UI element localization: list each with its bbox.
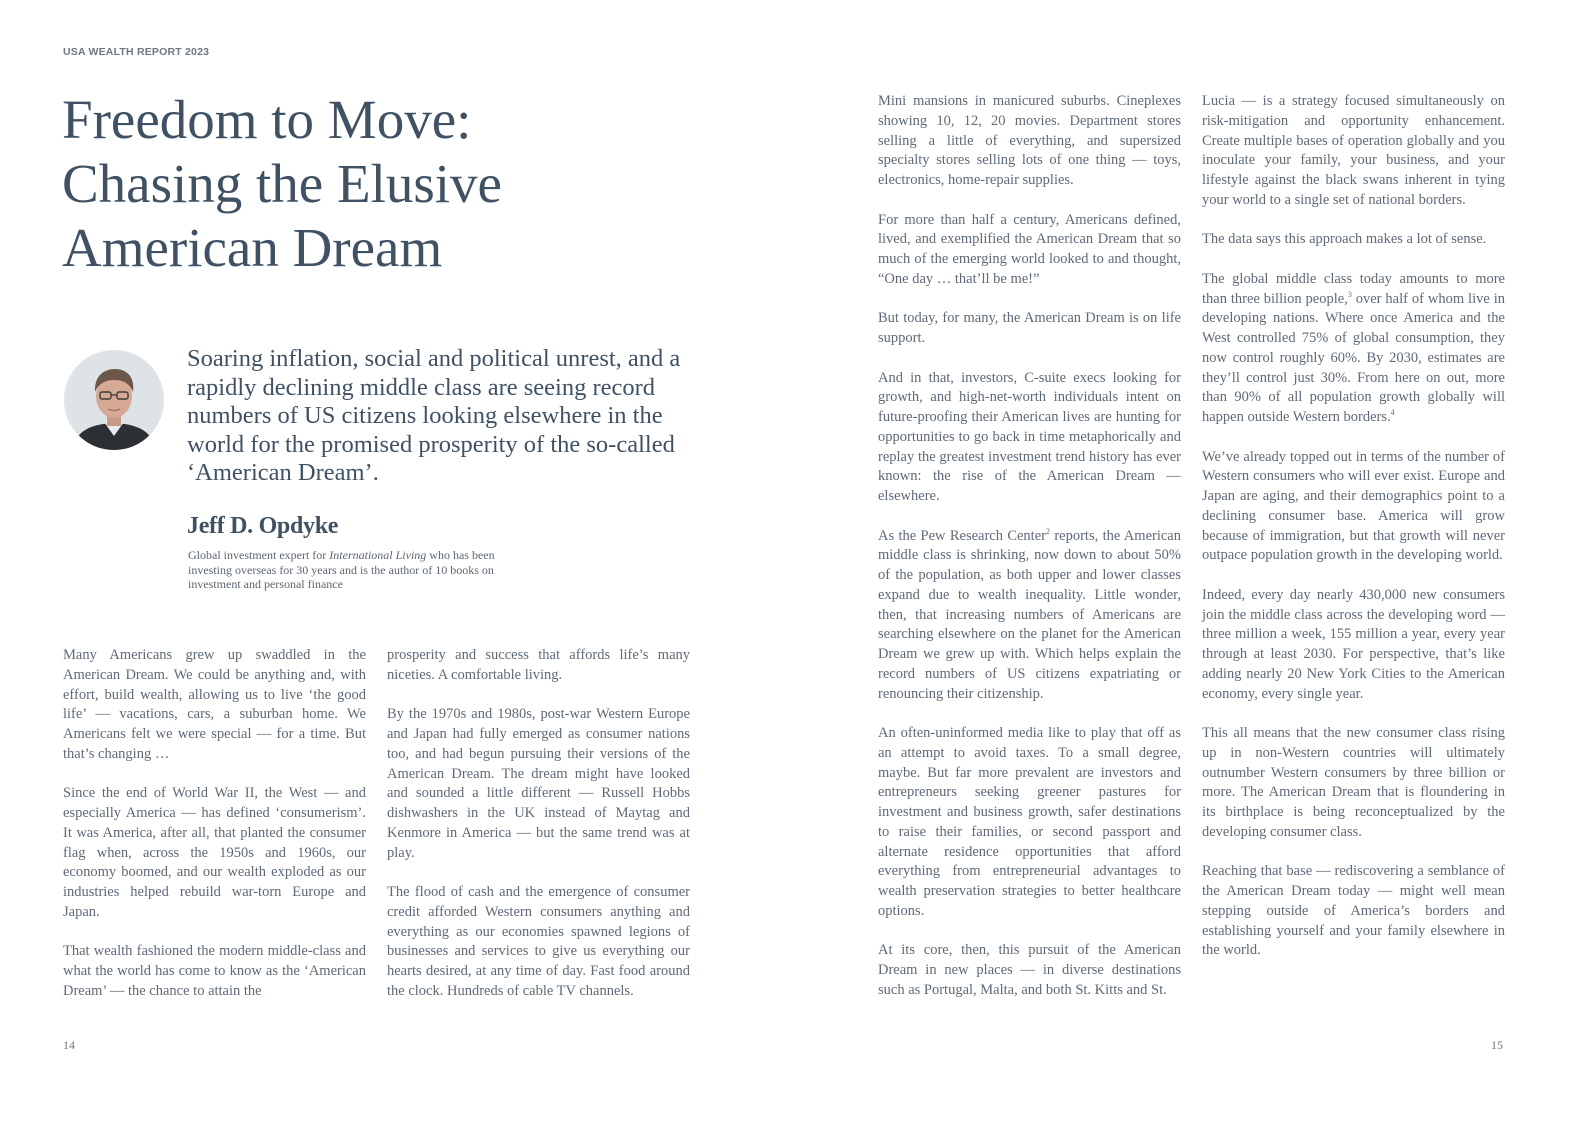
- author-bio: [188, 548, 513, 592]
- author-bio-text: Global investment expert for: [188, 548, 330, 562]
- footnote-ref: 3: [1347, 289, 1352, 299]
- title-line: Chasing the Elusive: [62, 153, 502, 214]
- body-paragraph: The flood of cash and the emergence of consumer credit afforded Western consumers anything and everything as our economies spawned legions of businesses and services to give us everything our hearts desired, at any time of day. Fast food around the clock. Hundreds of cable TV channels.: [387, 884, 690, 999]
- body-paragraph: This all means that the new consumer class rising up in non-Western countries will ultimately outnumber Western consumers by three billion or more. The American Dream that is floundering in its birthplace is being reconceptualized by the developing consumer class.: [1202, 725, 1505, 840]
- author-avatar: [64, 350, 164, 450]
- paragraph-text: The global middle class today amounts to more than three billion people,: [1202, 270, 1505, 307]
- body-paragraph: prosperity and success that affords life’s many niceties. A comfortable living.: [387, 647, 690, 683]
- footnote-ref: 4: [1390, 408, 1395, 418]
- body-paragraph: Since the end of World War II, the West — and especially America — has defined ‘consumerism’. It was America, after all, that planted the consumer flag when, across the 1950s and 1960s, our economy boomed, and our wealth exploded as our industries helped rebuild war-torn Europe and Japan.: [63, 785, 366, 920]
- body-paragraph: An often-uninformed media like to play that off as an attempt to avoid taxes. To a small degree, maybe. But far more prevalent are investors and entrepreneurs seeking greener pastures for investment and business growth, safer destinations to raise their families, or second passport and alternate residence opportunities that afford everything from entrepreneurial advantages to wealth preservation strategies to better healthcare options.: [878, 725, 1181, 919]
- body-paragraph: By the 1970s and 1980s, post-war Western Europe and Japan had fully emerged as consumer nations too, and had begun pursuing their versions of the American Dream. The dream might have looked and sounded a little different — Russell Hobbs dishwashers in the UK instead of Maytag and Kenmore in America — but the same trend was at play.: [387, 706, 690, 861]
- title-line: Freedom to Move:: [62, 89, 472, 150]
- body-paragraph: For more than half a century, Americans defined, lived, and exemplified the American Dream that so much of the emerging world looked to and thought, “One day … that’ll be me!”: [878, 211, 1181, 287]
- body-paragraph: That wealth fashioned the modern middle-class and what the world has come to know as the ‘American Dream’ — the chance to attain the: [63, 943, 366, 999]
- body-column-1: [63, 646, 366, 1002]
- paragraph-text: over half of whom live in developing nations. Where once America and the West controlled 75% of global consumption, they now control roughly 60%. By 2030, estimates are they’ll control just 30%. From here on out, more than 90% of all population growth globally will happen outside Western borders.: [1202, 290, 1505, 425]
- body-paragraph: [1202, 270, 1505, 428]
- paragraph-text: As the Pew Research Center: [878, 527, 1046, 544]
- body-paragraph: The data says this approach makes a lot of sense.: [1202, 231, 1487, 248]
- author-name: Jeff D. Opdyke: [187, 513, 339, 539]
- paragraph-text: reports, the American middle class is shrinking, now down to about 50% of the population, as both upper and lower classes expand due to wealth inequality. Little wonder, then, that increasing numbers of Americans are searching elsewhere on the planet for the American Dream we grew up with. Which helps explain the record numbers of US citizens expatriating or renouncing their citizenship.: [878, 527, 1181, 702]
- body-column-3: [878, 92, 1181, 1001]
- body-paragraph: Many Americans grew up swaddled in the American Dream. We could be anything and, with effort, build wealth, allowing us to live ‘the good life’ — vacations, cars, a suburban home. We Americans felt we were special — for a time. But that’s changing …: [63, 647, 366, 762]
- title-line: American Dream: [62, 217, 443, 278]
- body-paragraph: At its core, then, this pursuit of the American Dream in new places — in diverse destinations such as Portugal, Malta, and both St. Kitts and St.: [878, 942, 1181, 998]
- article-title: [62, 88, 622, 280]
- page-number-left: 14: [63, 1038, 75, 1052]
- running-head: USA WEALTH REPORT 2023: [63, 46, 210, 58]
- body-paragraph: Mini mansions in manicured suburbs. Cineplexes showing 10, 12, 20 movies. Department stores selling a little of everything, and supersized specialty stores selling lots of one thing — toys, electronics, home-repair supplies.: [878, 93, 1181, 188]
- body-paragraph: But today, for many, the American Dream is on life support.: [878, 310, 1181, 346]
- author-portrait-icon: [64, 350, 164, 450]
- body-paragraph: And in that, investors, C-suite execs looking for growth, and high-net-worth individuals intent on future-proofing their American lives are hunting for opportunities to go back in time metaphorically and replay the greatest investment trend history has ever known: the rise of the American Dream — elsewhere.: [878, 369, 1181, 504]
- footnote-ref: 2: [1045, 526, 1050, 536]
- body-paragraph: Reaching that base — rediscovering a semblance of the American Dream today — might well mean stepping outside of America’s borders and establishing yourself and your family elsewhere in the world.: [1202, 863, 1505, 959]
- body-paragraph: Indeed, every day nearly 430,000 new consumers join the middle class across the developing word — three million a week, 155 million a year, every year through at least 2030. For perspective, that’s like adding nearly 20 New York Cities to the American economy, every single year.: [1202, 586, 1505, 702]
- body-paragraph: [878, 527, 1181, 705]
- body-paragraph: Lucia — is a strategy focused simultaneously on risk-mitigation and opportunity enhancement. Create multiple bases of operation globally and you inoculate your family, your business, and your lifestyle against the black swans inherent in tying your world to a single set of national borders.: [1202, 93, 1505, 208]
- author-bio-text: who has been investing overseas for 30 years and is the author of 10 books on investment and personal finance: [188, 548, 495, 591]
- standfirst: Soaring inflation, social and political unrest, and a rapidly declining middle class are seeing record numbers of US citizens looking elsewhere in the world for the promised prosperity of the so-called ‘American Dream’.: [187, 345, 681, 486]
- body-paragraph: We’ve already topped out in terms of the number of Western consumers who will ever exist. Europe and Japan are aging, and their demographics point to a declining consumer base. America will grow because of immigration, but that growth will never outpace population growth in the developing world.: [1202, 448, 1505, 564]
- body-column-2: [387, 646, 690, 1002]
- publication-name: International Living: [329, 548, 427, 562]
- body-column-4: [1202, 92, 1505, 961]
- page-number-right: 15: [1491, 1038, 1503, 1052]
